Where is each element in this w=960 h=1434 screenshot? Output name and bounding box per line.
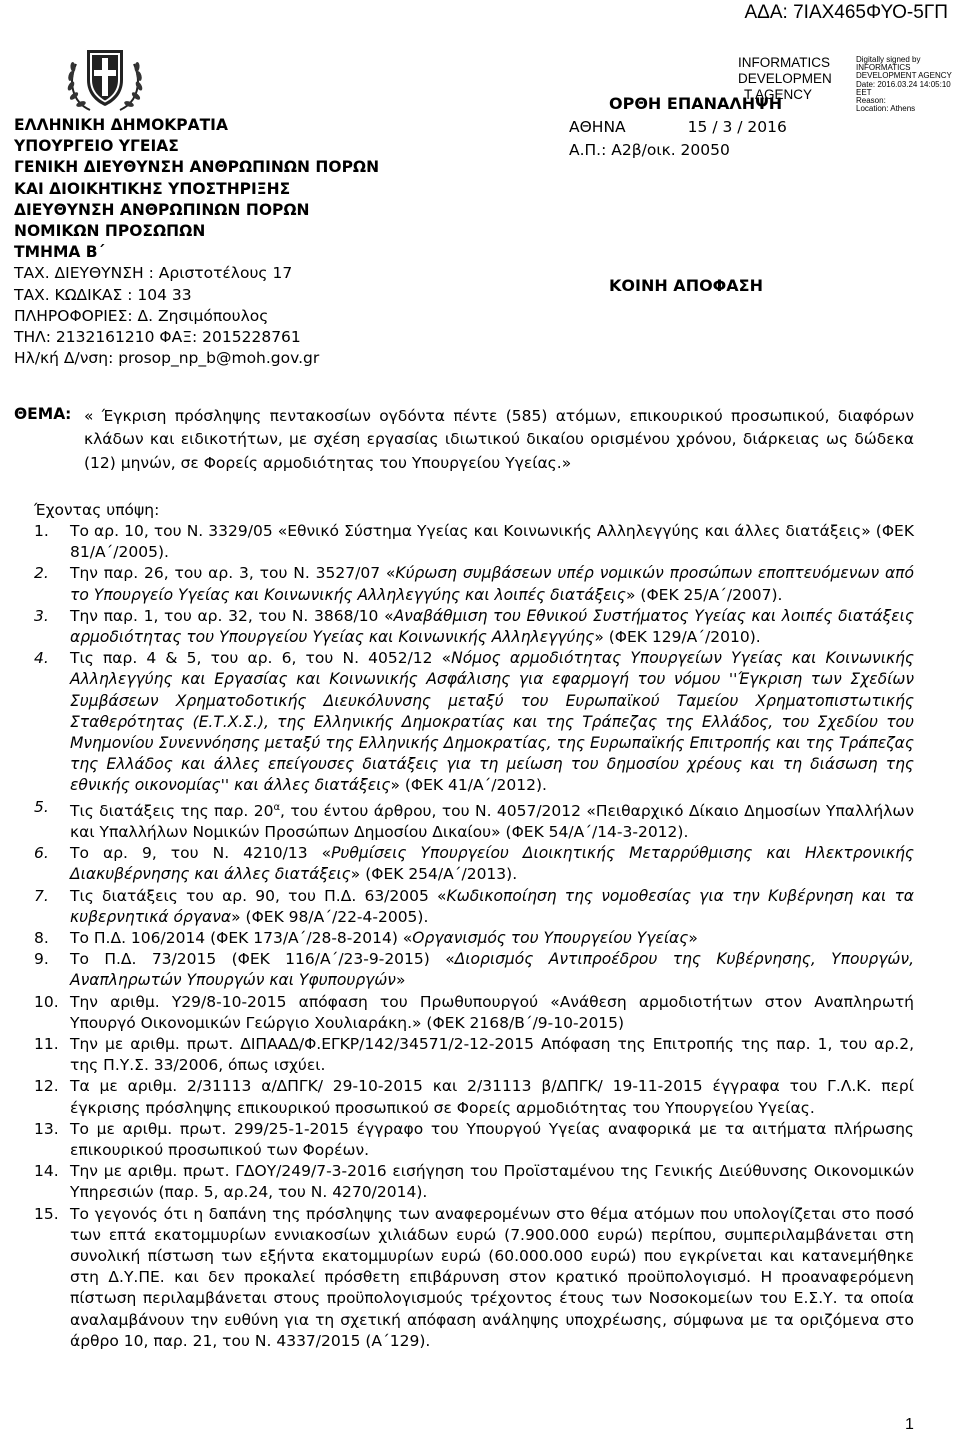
list-item (34, 843, 914, 885)
list-item (34, 1161, 914, 1203)
date: 15 / 3 / 2016 (687, 118, 787, 136)
list-item-number: 1. (34, 522, 49, 540)
list-item-number: 11. (34, 1035, 59, 1054)
protocol-number: Α.Π.: Α2β/οικ. 20050 (569, 141, 730, 159)
list-item-number: 10. (34, 992, 59, 1011)
subject-label: ΘΕΜΑ: (14, 405, 72, 423)
text-part: Το Π.Δ. 106/2014 (ΦΕΚ 173/Α΄/28-8-2014) « (70, 929, 413, 948)
header-line: ΤΑΧ. ΔΙΕΥΘΥΝΣΗ : Αριστοτέλους 17 (14, 264, 293, 283)
list-item-text (70, 843, 914, 885)
list-item-number: 15. (34, 1204, 59, 1223)
issuer-header (14, 115, 379, 369)
place: ΑΘΗΝΑ (569, 118, 626, 136)
list-item-number: 9. (34, 950, 49, 969)
text-part: Το αρ. 9, του Ν. 4210/13 « (70, 844, 332, 863)
subject-text: « Έγκριση πρόσληψης πεντακοσίων ογδόντα πέντε (585) ατόμων, επικουρικού προσωπικού, διαφόρων κλάδων και ειδικοτήτων, με σχέση εργασίας ιδιωτικού δικαίου ορισμένου χρόνου, διάρκειας ως δώδεκα (12) μηνών, σε Φορείς αρμοδιότητας του Υπουργείου Υγείας.» (84, 407, 914, 472)
italic-title: Κωδικοποίηση της νομοθεσίας για την Κυβέρνηση και τα κυβερνητικά όργανα (70, 886, 914, 926)
list-item (34, 606, 914, 648)
italic-title: Ρυθμίσεις Υπουργείου Διοικητικής Μεταρρύθμισης και Ηλεκτρονικής Διακυβέρνησης και άλλες διατάξεις (70, 844, 915, 884)
italic-title: Οργανισμός του Υπουργείου Υγείας (412, 929, 689, 948)
signature-line: INFORMATICS (738, 55, 830, 70)
list-item-text (70, 928, 914, 949)
italic-title: Νόμος αρμοδιότητας Υπουργείων Υγείας και Κοινωνικής Αλληλεγγύης και Εργασίας και Κοινωνικής Ασφάλισης για εφαρμογή του νόμου ''Έγκριση των Σχεδίων Συμβάσεων Χρηματοδοτικής Διευκόλυνσης μεταξύ του Ευρωπαϊκού Ταμείου Χρηματοπιστωτικής Σταθερότητας (Ε.Τ.Χ.Σ.), της Ελληνικής Δημοκρατίας και της Τράπεζας της Ελλάδος, του Σχεδίου του Μνημονίου Συνεννόησης μεταξύ της Ελληνικής Δημοκρατίας, της Ευρωπαϊκής Επιτροπής και της Τράπεζας της Ελλάδος και άλλες επείγουσες διατάξεις για τη μείωση του δημοσίου χρέους και τη διάσωση της εθνικής οικονομίας'' και άλλες διατάξεις (70, 649, 915, 795)
list-item-text (70, 648, 914, 796)
header-line: ΤΗΛ: 2132161210 ΦΑΞ: 2015228761 (14, 328, 301, 347)
text-part: Την παρ. 26, του αρ. 3, του Ν. 3527/07 « (70, 564, 396, 583)
header-line: ΔΙΕΥΘΥΝΣΗ ΑΝΘΡΩΠΙΝΩΝ ΠΟΡΩΝ (14, 200, 310, 219)
header-line: ΤΜΗΜΑ Β΄ (14, 243, 105, 262)
header-line: ΓΕΝΙΚΗ ΔΙΕΥΘΥΝΣΗ ΑΝΘΡΩΠΙΝΩΝ ΠΟΡΩΝ (14, 158, 380, 177)
list-item (34, 797, 914, 844)
digital-signature-details (856, 56, 952, 113)
list-item-text (70, 992, 914, 1034)
text-part: Την παρ. 1, του αρ. 32, του Ν. 3868/10 « (70, 606, 394, 625)
text-part: Το Π.Δ. 73/2015 (ΦΕΚ 116/Α΄/23-9-2015) « (70, 950, 455, 969)
text-part: » (395, 971, 406, 990)
list-item-text (70, 606, 914, 648)
list-item (34, 1034, 914, 1076)
text-part: » (ΦΕΚ 25/Α΄/2007). (626, 585, 783, 604)
header-line: ΕΛΛΗΝΙΚΗ ΔΗΜΟΚΡΑΤΙΑ (14, 116, 228, 134)
signature-detail: EET (856, 87, 872, 97)
considering-label: Έχοντας υπόψη: (34, 501, 160, 519)
text-part: » (ΦΕΚ 254/Α΄/2013). (350, 865, 518, 884)
list-item-number: 7. (34, 886, 49, 905)
header-line: ΤΑΧ. ΚΩΔΙΚΑΣ : 104 33 (14, 285, 192, 304)
list-item-number: 2. (34, 564, 49, 583)
list-item-text (70, 1034, 914, 1076)
header-line: ΚΑΙ ΔΙΟΙΚΗΤΙΚΗΣ ΥΠΟΣΤΗΡΙΞΗΣ (14, 179, 291, 198)
text-part: Την με αριθμ. πρωτ. ΓΔΟΥ/249/7-3-2016 εισήγηση του Προϊσταμένου της Γενικής Διεύθυνσης Οικονομικών Υπηρεσιών (παρ. 5, αρ.24, του Ν. 4270/2014). (70, 1162, 914, 1202)
header-line: Ηλ/κή Δ/νση: prosop_np_b@moh.gov.gr (14, 349, 320, 368)
signature-line: DEVELOPMEN (738, 71, 832, 86)
list-item (34, 648, 914, 796)
text-part: Το γεγονός ότι η δαπάνη της πρόσληψης των αναφερομένων στο θέμα ατόμων που υπολογίζεται στο ποσό των επτά εκατομμυρίων εννιακοσίων χιλιάδων ευρώ (7.900.000 ευρώ) περίπου, συμπεριλαμβάνεται στη συνολική πίστωση των εξήντα εκατομμυρίων ευρώ (60.000.000 ευρώ) που εγκρίνεται και κατανεμήθηκε στη Δ.Υ.ΠΕ. και δεν προκαλεί πρόσθετη επιβάρυνση στον κρατικό προϋπολογισμό. Η προαναφερόμενη πίστωση περιλαμβάνεται στους προϋπολογισμούς τρέχοντος έτους των Νοσοκομείων του Ε.Σ.Υ. τα οποία αναλαμβάνουν την ευθύνη για τη σχετική απόφαση ανάληψης υποχρέωσης, σύμφωνα με τα οριζόμενα στο άρθρο 10, παρ. 21, του Ν. 4337/2015 (Α΄129). (70, 1204, 914, 1350)
signature-detail: Digitally signed by (856, 55, 921, 64)
header-line: ΠΛΗΡΟΦΟΡΙΕΣ: Δ. Ζησιμόπουλος (14, 306, 269, 325)
list-item-number: 5. (34, 797, 49, 816)
signature-detail: DEVELOPMENT AGENCY (856, 71, 952, 81)
signature-detail: Date: 2016.03.24 14:05:10 (856, 79, 951, 89)
text-part: » (ΦΕΚ 129/Α΄/2010). (594, 628, 761, 647)
list-item-text (70, 1076, 914, 1118)
list-item-text (70, 521, 914, 563)
list-item (34, 1204, 914, 1352)
list-item (34, 949, 914, 991)
text-part: Την αριθμ. Υ29/8-10-2015 απόφαση του Πρωθυπουργού «Ανάθεση αρμοδιοτήτων στον Αναπληρωτή Υπουργό Οικονομικών Γεώργιο Χουλιαράκη.» (ΦΕΚ 2168/Β΄/9-10-2015) (70, 992, 914, 1032)
list-item-text (70, 1204, 914, 1352)
list-item (34, 563, 914, 605)
ada-code: ΑΔΑ: 7ΙΑΧ465ΦΥΟ-5ΓΠ (744, 2, 948, 23)
list-item-text (70, 949, 914, 991)
list-item-text (70, 797, 914, 844)
signature-line: T AGENCY (744, 87, 813, 102)
page-number: 1 (905, 1416, 914, 1433)
italic-title: Αναβάθμιση του Εθνικού Συστήματος Υγείας και λοιπές διατάξεις αρμοδιότητας του Υπουργείου Υγείας και Κοινωνικής Αλληλεγγύης (70, 606, 914, 647)
list-item-text (70, 1161, 914, 1203)
list-item-number: 12. (34, 1077, 59, 1096)
considerations-list (34, 521, 914, 1352)
text-part: Τις παρ. 4 & 5, του αρ. 6, του Ν. 4052/12 « (70, 649, 452, 668)
list-item-number: 13. (34, 1119, 59, 1138)
corrected-reissue-label: ΟΡΘΗ ΕΠΑΝΑΛΗΨΗ (609, 94, 783, 113)
text-part: Τα με αριθμ. 2/31113 α/ΔΠΓΚ/ 29-10-2015 και 2/31113 β/ΔΠΓΚ/ 19-11-2015 έγγραφα του Γ.Λ.Κ. περί έγκρισης πρόσληψης επικουρικού προσωπικού σε Φορείς αρμοδιότητας του Υπουργείου Υγείας. (70, 1077, 914, 1117)
italic-title: Διορισμός Αντιπροέδρου της Κυβέρνησης, Υπουργών, Αναπληρωτών Υπουργών και Υφυπουργών (70, 950, 914, 990)
decision-type: ΚΟΙΝΗ ΑΠΟΦΑΣΗ (609, 276, 763, 295)
superscript: α (273, 801, 281, 813)
text-part: » (688, 929, 698, 948)
italic-title: Κύρωση συμβάσεων υπέρ νομικών προσώπων εποπτευόμενων από το Υπουργείο Υγείας και Κοινωνικής Αλληλεγγύης και λοιπές διατάξεις (70, 564, 914, 604)
text-part: , του έντου άρθρου, του Ν. 4057/2012 «Πειθαρχικό Δίκαιο Δημοσίων Υπαλλήλων και Υπαλλήλων Νομικών Προσώπων Δημοσίου Δικαίου» (ΦΕΚ 54/Α΄/14-3-2012). (70, 801, 914, 841)
text-part: Το με αριθμ. πρωτ. 299/25-1-2015 έγγραφο του Υπουργού Υγείας αναφορικά με τα αιτήματα πλήρωσης επικουρικού προσωπικού των Φορέων. (70, 1119, 914, 1160)
list-item-number: 14. (34, 1162, 59, 1181)
greek-emblem-icon (60, 46, 150, 114)
list-item-number: 3. (34, 606, 49, 625)
list-item-number: 6. (34, 844, 49, 863)
header-line: ΝΟΜΙΚΩΝ ΠΡΟΣΩΠΩΝ (14, 222, 206, 241)
list-item-text (70, 563, 914, 605)
signature-detail: Location: Athens (856, 104, 916, 114)
list-item-number: 4. (34, 649, 49, 668)
text-part: Τις διατάξεις του αρ. 90, του Π.Δ. 63/2005 « (70, 886, 447, 905)
list-item (34, 521, 914, 563)
signature-detail: Reason: (856, 96, 886, 106)
text-part: Την με αριθμ. πρωτ. ΔΙΠΑΑΔ/Φ.ΕΓΚΡ/142/34571/2-12-2015 Απόφαση της Επιτροπής της παρ. 1, του αρ.2, της Π.Υ.Σ. 33/2006, όπως ισχύει. (70, 1035, 914, 1075)
list-item (34, 1076, 914, 1118)
list-item (34, 886, 914, 928)
header-line: ΥΠΟΥΡΓΕΙΟ ΥΓΕΙΑΣ (14, 137, 179, 156)
text-part: » (ΦΕΚ 41/Α΄/2012). (390, 776, 547, 795)
list-item (34, 928, 914, 949)
signature-detail: INFORMATICS (856, 63, 911, 73)
list-item-text (70, 1119, 914, 1161)
text-part: Το αρ. 10, του Ν. 3329/05 «Εθνικό Σύστημα Υγείας και Κοινωνικής Αλληλεγγύης και άλλες διατάξεις» (ΦΕΚ 81/Α΄/2005). (70, 522, 914, 562)
list-item-text (70, 886, 914, 928)
list-item (34, 1119, 914, 1161)
text-part: » (ΦΕΚ 98/Α΄/22-4-2005). (231, 907, 429, 926)
text-part: Τις διατάξεις της παρ. 20 (70, 801, 274, 820)
list-item-number: 8. (34, 929, 49, 948)
place-date (569, 118, 787, 136)
list-item (34, 992, 914, 1034)
